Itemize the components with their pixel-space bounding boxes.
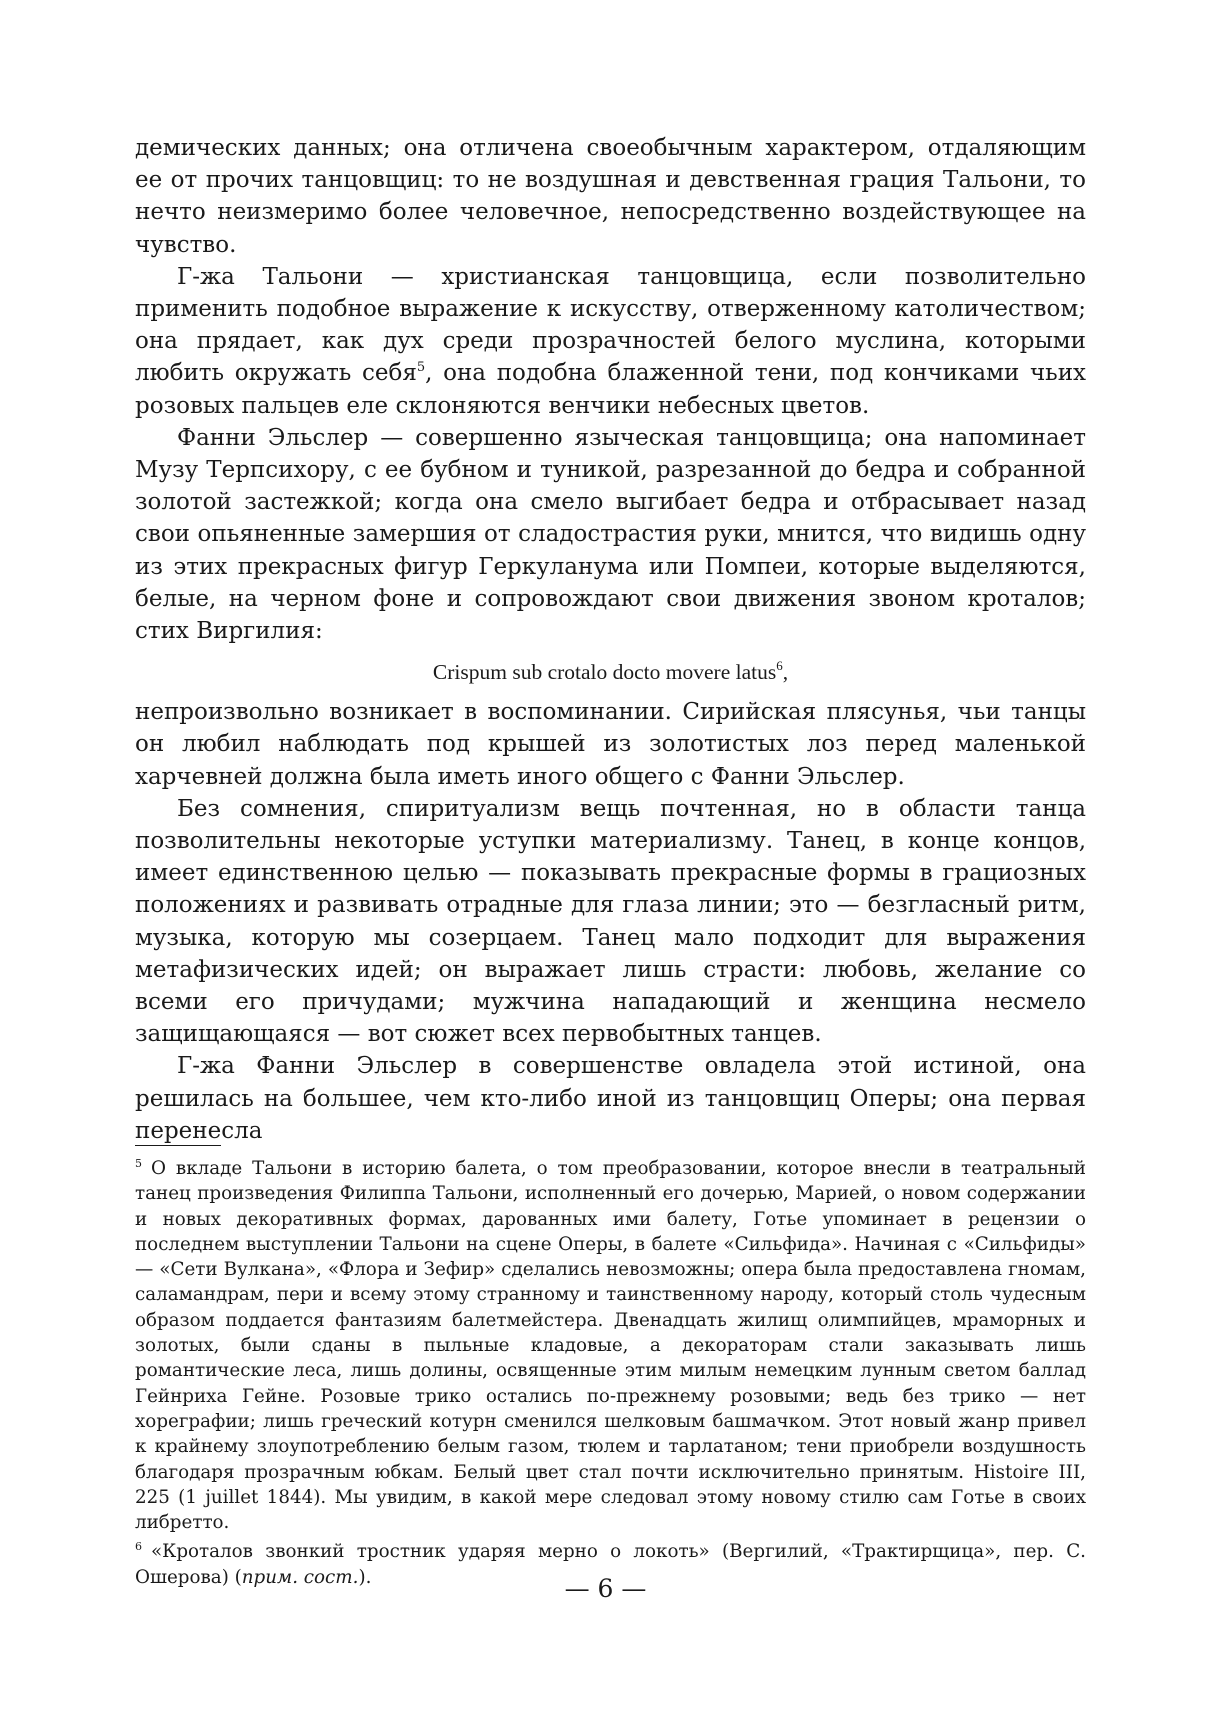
verse-text: Crispum sub crotalo docto movere latus (432, 660, 777, 685)
paragraph-3 (135, 422, 1086, 647)
footnote-ref-5[interactable]: 5 (416, 360, 426, 376)
footnote-5: 5 О вкладе Тальони в историю балета, о том преобразовании, которое внесли в театральный танец произведения Филиппа Тальони, исполненный его дочерью, Марией, о новом содержании и новых декоративных формах, дарованных ими балету, Готье упоминает в рецензии о последнем выступлении Тальони на сцене Оперы, в балете «Сильфида». Начиная с «Сильфиды» — «Сети Вулкана», «Флора и Зефир» сделались невозможны; опера была предоставлена гномам, саламандрам, пери и всему этому странному и таинственному народу, который столь чудесным образом поддается фантазиям балетмейстера. Двенадцать жилищ олимпийцев, мраморных и золотых, были сданы в пыльные кладовые, а декораторам стали заказывать лишь романтические леса, лишь долины, освященные этим милым немецким лунным светом баллад Гейнриха Гейне. Розовые трико остались по-прежнему розовыми; ведь без трико — нет хореграфии; лишь греческий котурн сменился шелковым башмачком. Этот новый жанр привел к крайнему злоупотреблению белым газом, тюлем и тарлатаном; тени приобрели воздушность благодаря прозрачным юбкам. Белый цвет стал почти исключительно принятым. Histoire III, 225 (1 juillet 1844). Мы увидим, в какой мере следовал этому новому стилю сам Готье в своих либретто. (135, 1157, 1086, 1534)
paragraph-6 (135, 1050, 1086, 1147)
footnotes (135, 1156, 1086, 1590)
footnote-divider (135, 1145, 221, 1146)
footnote-5-text: О вкладе Тальони в историю балета, о том преобразовании, которое внесли в театральный танец произведения Филиппа Тальони, исполненный его дочерью, Марией, о новом содержании и новых декоративных формах, дарованных ими балету, Готье упоминает в рецензии о последнем выступлении Тальони на сцене Оперы, в балете «Сильфида». Начиная с «Сильфиды» — «Сети Вулкана», «Флора и Зефир» сделались невозможны; опера была предоставлена гномам, саламандрам, пери и всему этому странному и таинственному народу, который столь чудесным образом поддается фантазиям балетмейстера. Двенадцать жилищ олимпийцев, мраморных и золотых, были сданы в пыльные кладовые, а декораторам стали заказывать лишь романтические леса, лишь долины, освященные этим милым немецким лунным светом баллад Гейнриха Гейне. Розовые трико остались по-прежнему розовыми; ведь без трико — нет хореграфии; лишь греческий котурн сменился шелковым башмачком. Этот новый жанр привел к крайнему злоупотреблению белым газом, тюлем и тарлатаном; тени приобрели воздушность благодаря прозрачным юбкам. Белый цвет стал почти исключительно принятым. Histoire III, 225 (1 juillet 1844). Мы увидим, в какой мере следовал этому новому стилю сам Готье в своих либретто. (135, 1158, 1086, 1534)
main-text (135, 132, 1086, 1147)
paragraph-5 (135, 793, 1086, 1051)
footnote-6-italic: прим. сост. (241, 1566, 359, 1588)
paragraph-2 (135, 261, 1086, 422)
paragraph-2-text-before: Г-жа Тальони — христианская танцовщица, если позволительно применить подобное выражение к искусству, отверженному католичеством; она прядает, как дух среди прозрачностей белого муслина, которыми любить окружать себя (135, 263, 1086, 387)
footnote-ref-6[interactable]: 6 (776, 658, 783, 674)
footnote-6-text-after: ). (358, 1566, 372, 1588)
paragraph-1-text: демических данных; она отличена своеобычным характером, отдаляющим ее от прочих танцовщиц: то не воздушная и девственная грация Тальони, то нечто неизмеримо более человечное, непосредственно воздействующее на чувство. (135, 135, 1086, 258)
footnote-6: 6 «Кроталов звонкий тростник ударяя мерно о локоть» (Вергилий, «Трактирщица», пер. С. Ошерова) (прим. сост.). (135, 1540, 1086, 1588)
page-number: — 6 — (564, 1574, 647, 1603)
footnote-6-text-before: «Кроталов звонкий тростник ударяя мерно о локоть» (Вергилий, «Трактирщица», пер. С. Ошерова) ( (135, 1541, 1086, 1588)
paragraph-4 (135, 696, 1086, 793)
paragraph-1 (135, 132, 1086, 261)
paragraph-6-text: Г-жа Фанни Эльслер в совершенстве овладела этой истиной, она решилась на большее, чем кто-либо иной из танцовщиц Оперы; она первая перенесла (135, 1053, 1086, 1144)
paragraph-4-text: непроизвольно возникает в воспоминании. Сирийская плясунья, чьи танцы он любил наблюдать под крышей из золотистых лоз перед маленькой харчевней должна была иметь иного общего с Фанни Эльслер. (135, 699, 1086, 790)
verse-trailing: , (782, 660, 789, 685)
paragraph-3-text: Фанни Эльслер — совершенно языческая танцовщица; она напоминает Музу Терпсихору, с ее бубном и туникой, разрезанной до бедра и собранной золотой застежкой; когда она смело выгибает бедра и отбрасывает назад свои опьяненные замершия от сладострастия руки, мнится, что видишь одну из этих прекрасных фигур Геркуланума или Помпеи, которые выделяются, белые, на черном фоне и сопровождают свои движения звоном кроталов; стих Виргилия: (135, 424, 1086, 645)
paragraph-5-text: Без сомнения, спиритуализм вещь почтенная, но в области танца позволительны некоторые уступки материализму. Танец, в конце концов, имеет единственною целью — показывать прекрасные формы в грациозных положениях и развивать отрадные для глаза линии; это — безгласный ритм, музыка, которую мы созерцаем. Танец мало подходит для выражения метафизических идей; он выражает лишь страсти: любовь, желание со всеми его причудами; мужчина нападающий и женщина несмело защищающаяся — вот сюжет всех первобытных танцев. (135, 795, 1086, 1048)
latin-verse-quote (135, 658, 1086, 686)
paragraph-2-text-after: , она подобна блаженной тени, под кончиками чьих розовых пальцев еле склоняются венчики небесных цветов. (135, 360, 1087, 419)
